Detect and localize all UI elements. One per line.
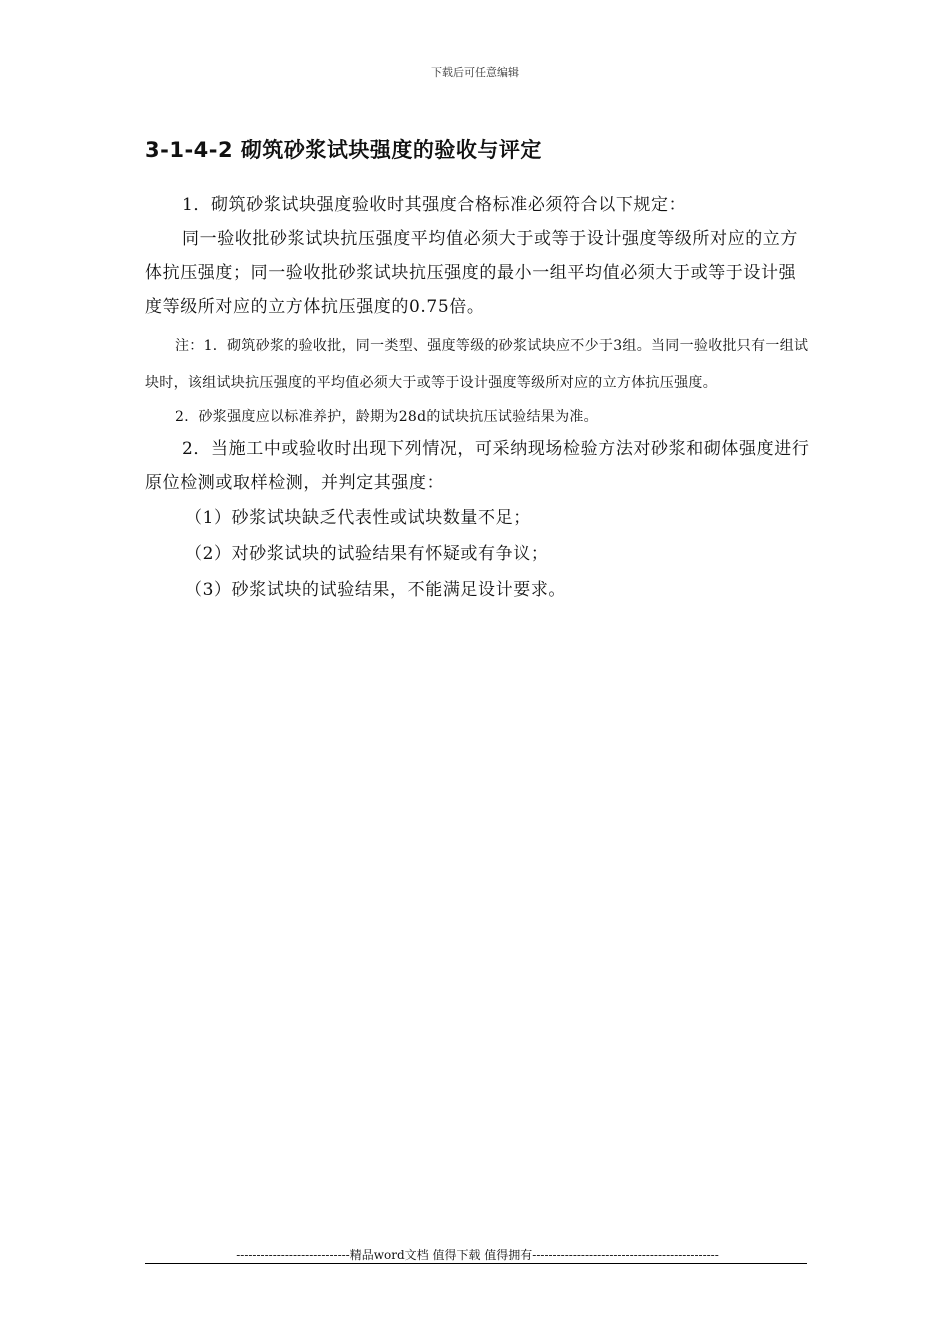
page-header: 下载后可任意编辑 (431, 66, 519, 79)
item-2-text: 2．当施工中或验收时出现下列情况，可采纳现场检验方法对砂浆和砌体强度进行原位检测或取样检测，并判定其强度： (145, 439, 810, 493)
list-item: （1）砂浆试块缺乏代表性或试块数量不足； (185, 508, 531, 528)
footer-text: ----------------------------精品word文档 值得下载 值得拥有---------------------------------------------- (236, 1248, 719, 1262)
note-1: 注：1．砌筑砂浆的验收批，同一类型、强度等级的砂浆试块应不少于3组。当同一验收批只有一组试块时，该组试块抗压强度的平均值必须大于或等于设计强度等级所对应的立方体抗压强度。 (145, 338, 809, 391)
item-1-text: 同一验收批砂浆试块抗压强度平均值必须大于或等于设计强度等级所对应的立方体抗压强度；同一验收批砂浆试块抗压强度的最小一组平均值必须大于或等于设计强度等级所对应的立方体抗压强度的0.75倍。 (145, 229, 798, 317)
list-item: （3）砂浆试块的试验结果，不能满足设计要求。 (185, 580, 567, 600)
document-body (145, 188, 810, 608)
list-item: （2）对砂浆试块的试验结果有怀疑或有争议； (185, 544, 549, 564)
item-1-title: 1．砌筑砂浆试块强度验收时其强度合格标准必须符合以下规定： (182, 195, 687, 215)
note-2: 2．砂浆强度应以标准养护，龄期为28d的试块抗压试验结果为准。 (175, 409, 598, 425)
footer-rule (145, 1263, 807, 1264)
section-title: 3-1-4-2 砌筑砂浆试块强度的验收与评定 (145, 138, 542, 162)
